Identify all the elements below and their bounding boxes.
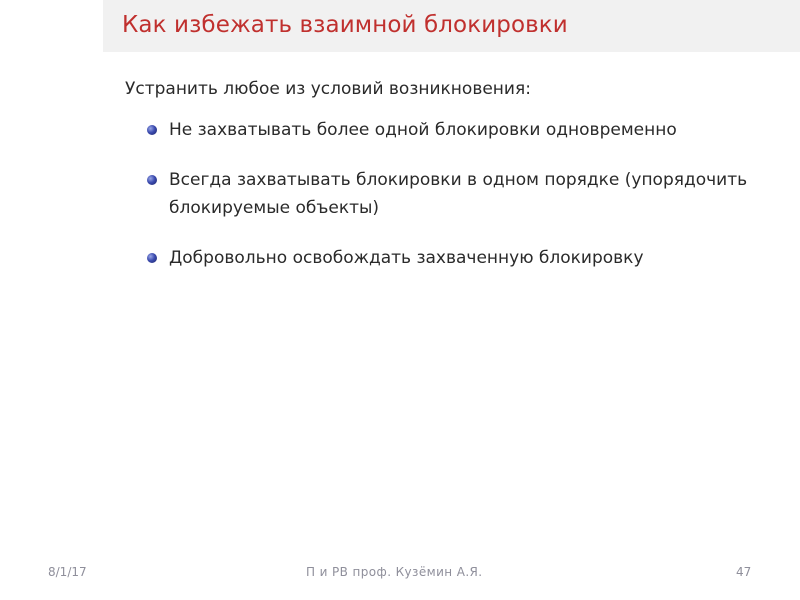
title-bar xyxy=(103,0,800,52)
bullet-icon xyxy=(147,175,157,185)
bullet-text: Всегда захватывать блокировки в одном порядке (упорядочить блокируемые объекты) xyxy=(169,170,748,218)
bullet-text: Добровольно освобождать захваченную блокировку xyxy=(169,248,644,268)
slide xyxy=(103,0,800,515)
bullet-item xyxy=(147,166,777,222)
footer-author: П и РВ проф. Кузёмин А.Я. xyxy=(306,565,483,579)
page-number: 47 xyxy=(736,565,752,579)
bullet-text: Не захватывать более одной блокировки одновременно xyxy=(169,120,677,140)
bullet-list xyxy=(147,116,777,272)
bullet-item xyxy=(147,244,777,272)
footer-date: 8/1/17 xyxy=(48,565,87,579)
footer xyxy=(0,562,800,584)
bullet-item xyxy=(147,116,777,144)
intro-text: Устранить любое из условий возникновения: xyxy=(125,79,531,99)
slide-title: Как избежать взаимной блокировки xyxy=(122,12,568,38)
bullet-icon xyxy=(147,125,157,135)
bullet-icon xyxy=(147,253,157,263)
